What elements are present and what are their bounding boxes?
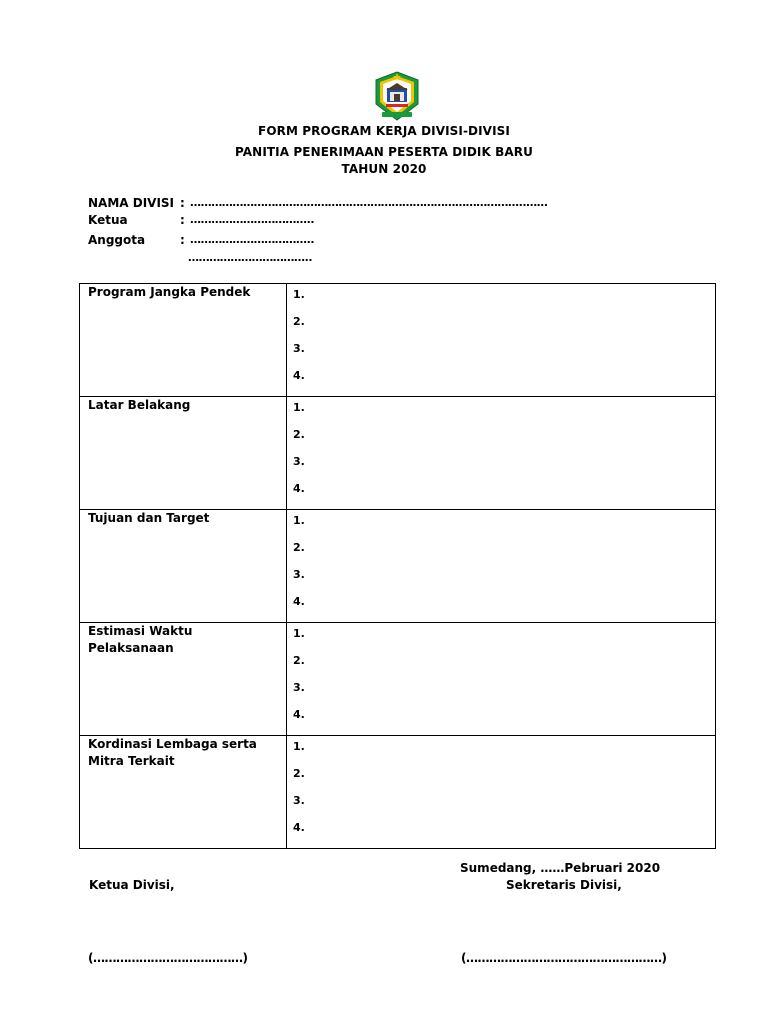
ketua-field[interactable]: …………………………….. [190, 213, 315, 226]
numbered-item[interactable]: 4. [293, 369, 305, 382]
numbered-item[interactable]: 4. [293, 595, 305, 608]
sekretaris-divisi-signature-line[interactable]: (……………………………………………) [461, 951, 667, 965]
anggota-label: Anggota [88, 233, 146, 247]
row-items-cell[interactable] [287, 736, 716, 849]
row-label-text: Tujuan dan Target [88, 511, 210, 525]
nama-divisi-colon: : [180, 196, 185, 210]
row-label-text: Kordinasi Lembaga serta [88, 737, 257, 751]
program-table-row [80, 736, 716, 849]
program-table-row [80, 284, 716, 397]
row-label-cell [80, 397, 287, 510]
form-year: TAHUN 2020 [341, 162, 427, 176]
row-label-cell [80, 736, 287, 849]
row-items-cell[interactable] [287, 623, 716, 736]
sumedang-regency-emblem-logo [372, 70, 422, 122]
numbered-item[interactable]: 1. [293, 627, 305, 640]
ketua-colon: : [180, 213, 185, 227]
row-label-text: Estimasi Waktu Pelaksanaan [88, 624, 193, 655]
numbered-item[interactable]: 2. [293, 654, 305, 667]
anggota-field-continued[interactable]: …………………………….. [188, 251, 313, 264]
program-table-row [80, 510, 716, 623]
numbered-item[interactable]: 3. [293, 681, 305, 694]
row-label-text: Program Jangka Pendek [88, 285, 251, 299]
numbered-item[interactable]: 3. [293, 342, 305, 355]
form-title: FORM PROGRAM KERJA DIVISI-DIVISI [258, 124, 510, 138]
row-items-cell[interactable] [287, 284, 716, 397]
nama-divisi-field[interactable]: …………………………………………………………………………………..…… [190, 196, 548, 209]
numbered-item[interactable]: 3. [293, 568, 305, 581]
anggota-colon: : [180, 233, 185, 247]
program-table-body [80, 284, 716, 849]
numbered-item[interactable]: 2. [293, 428, 305, 441]
nama-divisi-label: NAMA DIVISI [88, 196, 175, 210]
program-table-row [80, 397, 716, 510]
numbered-item[interactable]: 4. [293, 821, 305, 834]
numbered-item[interactable]: 1. [293, 740, 305, 753]
row-items-cell[interactable] [287, 510, 716, 623]
row-label-text: Latar Belakang [88, 398, 191, 412]
row-label-cell [80, 623, 287, 736]
numbered-item[interactable]: 2. [293, 541, 305, 554]
program-table-row [80, 623, 716, 736]
numbered-item[interactable]: 1. [293, 401, 305, 414]
numbered-item[interactable]: 2. [293, 315, 305, 328]
row-label-cell [80, 284, 287, 397]
place-date: Sumedang, ……Pebruari 2020 [460, 861, 661, 875]
program-table [79, 283, 716, 849]
ketua-divisi-title: Ketua Divisi, [89, 878, 175, 892]
sekretaris-divisi-title: Sekretaris Divisi, [506, 878, 622, 892]
row-label-text: Mitra Terkait [88, 754, 175, 768]
numbered-item[interactable]: 1. [293, 288, 305, 301]
numbered-item[interactable]: 4. [293, 482, 305, 495]
form-subtitle: PANITIA PENERIMAAN PESERTA DIDIK BARU [235, 145, 533, 159]
numbered-item[interactable]: 3. [293, 794, 305, 807]
anggota-field[interactable]: …………………………….. [190, 233, 315, 246]
numbered-item[interactable]: 2. [293, 767, 305, 780]
row-items-cell[interactable] [287, 397, 716, 510]
numbered-item[interactable]: 3. [293, 455, 305, 468]
ketua-divisi-signature-line[interactable]: (…………………………………) [88, 951, 248, 965]
numbered-item[interactable]: 4. [293, 708, 305, 721]
ketua-label: Ketua [88, 213, 128, 227]
row-label-cell [80, 510, 287, 623]
numbered-item[interactable]: 1. [293, 514, 305, 527]
